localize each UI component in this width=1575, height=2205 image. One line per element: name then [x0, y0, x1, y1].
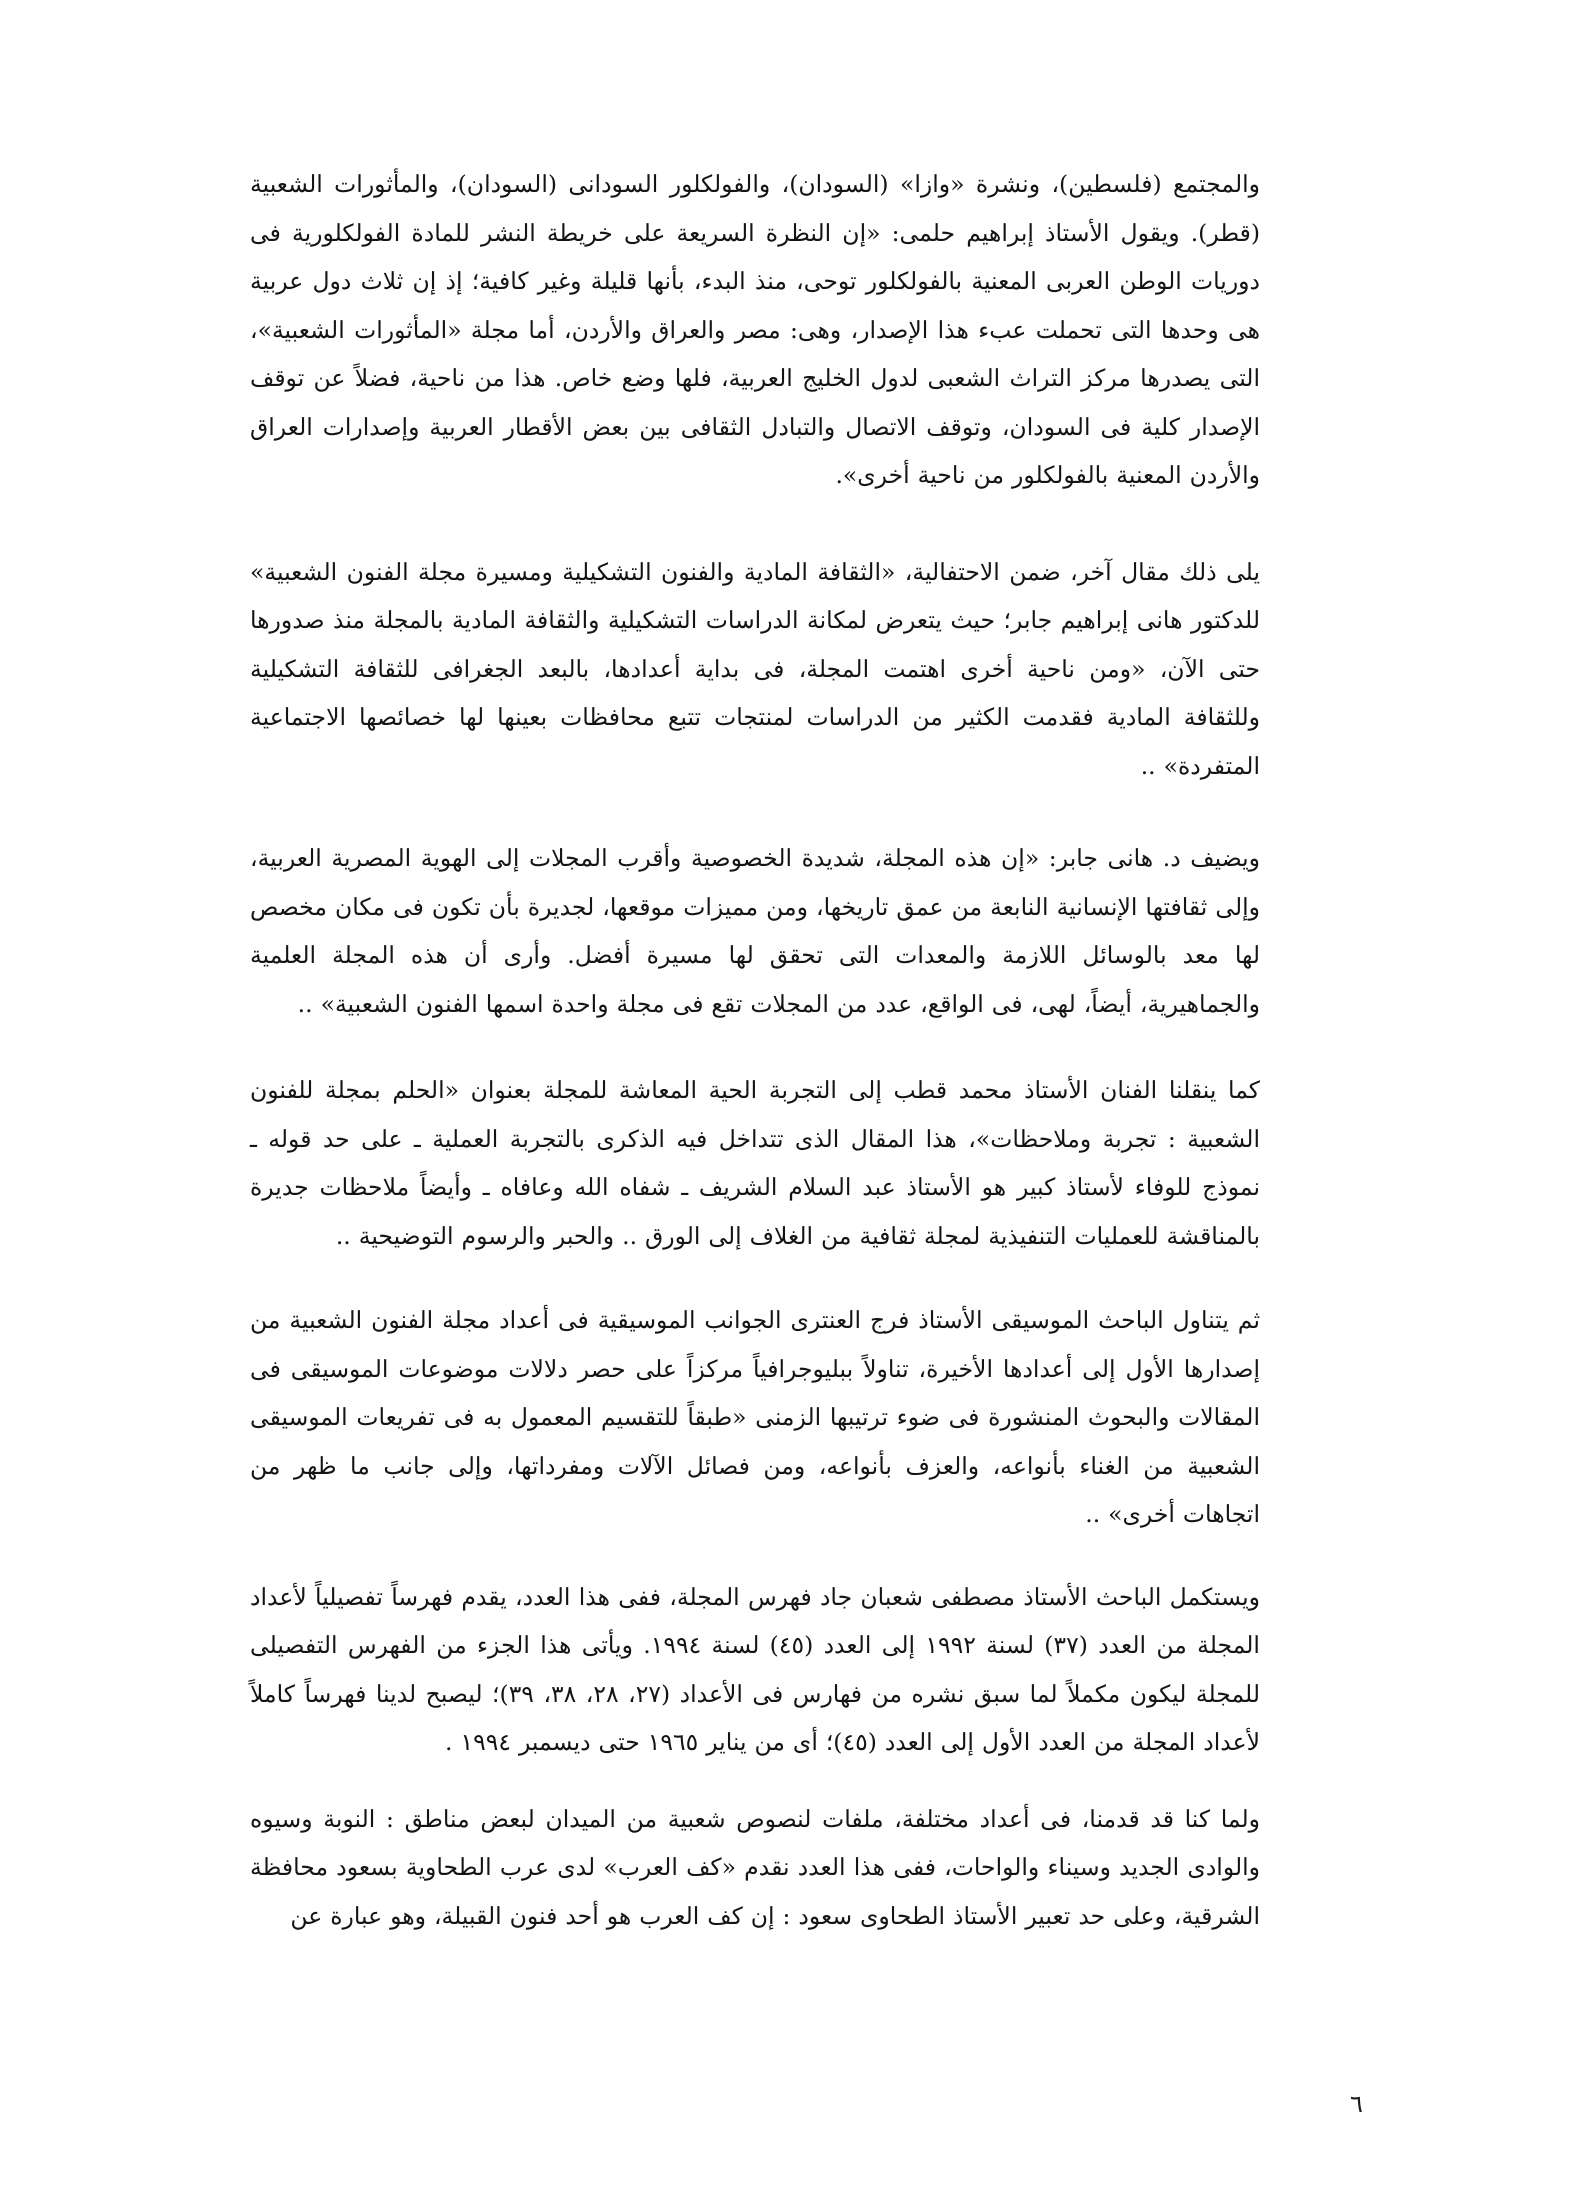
paragraph-6: ويستكمل الباحث الأستاذ مصطفى شعبان جاد فهرس المجلة، ففى هذا العدد، يقدم فهرساً تفصيلياً لأعداد المجلة من العدد (٣٧) لسنة ١٩٩٢ إلى العدد (٤٥) لسنة ١٩٩٤. ويأتى هذا الجزء من الفهرس التفصيلى للمجلة ليكون مكملاً لما سبق نشره من فهارس فى الأعداد (٢٧، ٢٨، ٣٨، ٣٩)؛ ليصبح لدينا فهرساً كاملاً لأعداد المجلة من العدد الأول إلى العدد (٤٥)؛ أى من يناير ١٩٦٥ حتى ديسمبر ١٩٩٤ . [250, 1582, 1260, 1756]
paragraph-1: والمجتمع (فلسطين)، ونشرة «وازا» (السودان)، والفولكلور السودانى (السودان)، والمأثورات الشعبية (قطر). ويقول الأستاذ إبراهيم حلمى: «إن النظرة السريعة على خريطة النشر للمادة الفولكلورية فى دوريات الوطن العربى المعنية بالفولكلور توحى، منذ البدء، بأنها قليلة وغير كافية؛ إذ إن ثلاث دول عربية هى وحدها التى تحملت عبء هذا الإصدار، وهى: مصر والعراق والأردن، أما مجلة «المأثورات الشعبية»، التى يصدرها مركز التراث الشعبى لدول الخليج العربية، فلها وضع خاص. هذا من ناحية، فضلاً عن توقف الإصدار كلية فى السودان، وتوقف الاتصال والتبادل الثقافى بين بعض الأقطار العربية وإصدارات العراق والأردن المعنية بالفولكلور من ناحية أخرى». [250, 170, 1260, 489]
page-number: ٦ [1350, 2090, 1363, 2118]
paragraph-3: ويضيف د. هانى جابر: «إن هذه المجلة، شديدة الخصوصية وأقرب المجلات إلى الهوية المصرية العربية، وإلى ثقافتها الإنسانية النابعة من عمق تاريخها، ومن مميزات موقعها، لجديرة بأن تكون فى مكان مخصص لها معد بالوسائل اللازمة والمعدات التى تحقق لها مسيرة أفضل. وأرى أن هذه المجلة العلمية والجماهيرية، أيضاً، لهى، فى الواقع، عدد من المجلات تقع فى مجلة واحدة اسمها الفنون الشعبية» .. [250, 844, 1260, 1018]
paragraph-7: ولما كنا قد قدمنا، فى أعداد مختلفة، ملفات لنصوص شعبية من الميدان لبعض مناطق : النوبة وسيوه والوادى الجديد وسيناء والواحات، ففى هذا العدد نقدم «كف العرب» لدى عرب الطحاوية بسعود محافظة الشرقية، وعلى حد تعبير الأستاذ الطحاوى سعود : إن كف العرب هو أحد فنون القبيلة، وهو عبارة عن [250, 1804, 1260, 1930]
paragraph-5: ثم يتناول الباحث الموسيقى الأستاذ فرج العنترى الجوانب الموسيقية فى أعداد مجلة الفنون الشعبية من إصدارها الأول إلى أعدادها الأخيرة، تناولاً ببليوجرافياً مركزاً على حصر دلالات موضوعات الموسيقى فى المقالات والبحوث المنشورة فى ضوء ترتيبها الزمنى «طبقاً للتقسيم المعمول به فى تفريعات الموسيقى الشعبية من الغناء بأنواعه، والعزف بأنواعه، ومن فصائل الآلات ومفرداتها، وإلى جانب ما ظهر من اتجاهات أخرى» .. [250, 1306, 1260, 1528]
paragraph-4: كما ينقلنا الفنان الأستاذ محمد قطب إلى التجربة الحية المعاشة للمجلة بعنوان «الحلم بمجلة للفنون الشعبية : تجربة وملاحظات»، هذا المقال الذى تتداخل فيه الذكرى بالتجربة العملية ـ على حد قوله ـ نموذج للوفاء لأستاذ كبير هو الأستاذ عبد السلام الشريف ـ شفاه الله وعافاه ـ وأيضاً ملاحظات جديرة بالمناقشة للعمليات التنفيذية لمجلة ثقافية من الغلاف إلى الورق .. والحبر والرسوم التوضيحية .. [250, 1076, 1260, 1250]
document-body [250, 160, 1260, 1970]
paragraph-2: يلى ذلك مقال آخر، ضمن الاحتفالية، «الثقافة المادية والفنون التشكيلية ومسيرة مجلة الفنون الشعبية» للدكتور هانى إبراهيم جابر؛ حيث يتعرض لمكانة الدراسات التشكيلية والثقافة المادية بالمجلة منذ صدورها حتى الآن، «ومن ناحية أخرى اهتمت المجلة، فى بداية أعدادها، بالبعد الجغرافى للثقافة التشكيلية وللثقافة المادية فقدمت الكثير من الدراسات لمنتجات تتبع محافظات بعينها لها خصائصها الاجتماعية المتفردة» .. [250, 557, 1260, 780]
